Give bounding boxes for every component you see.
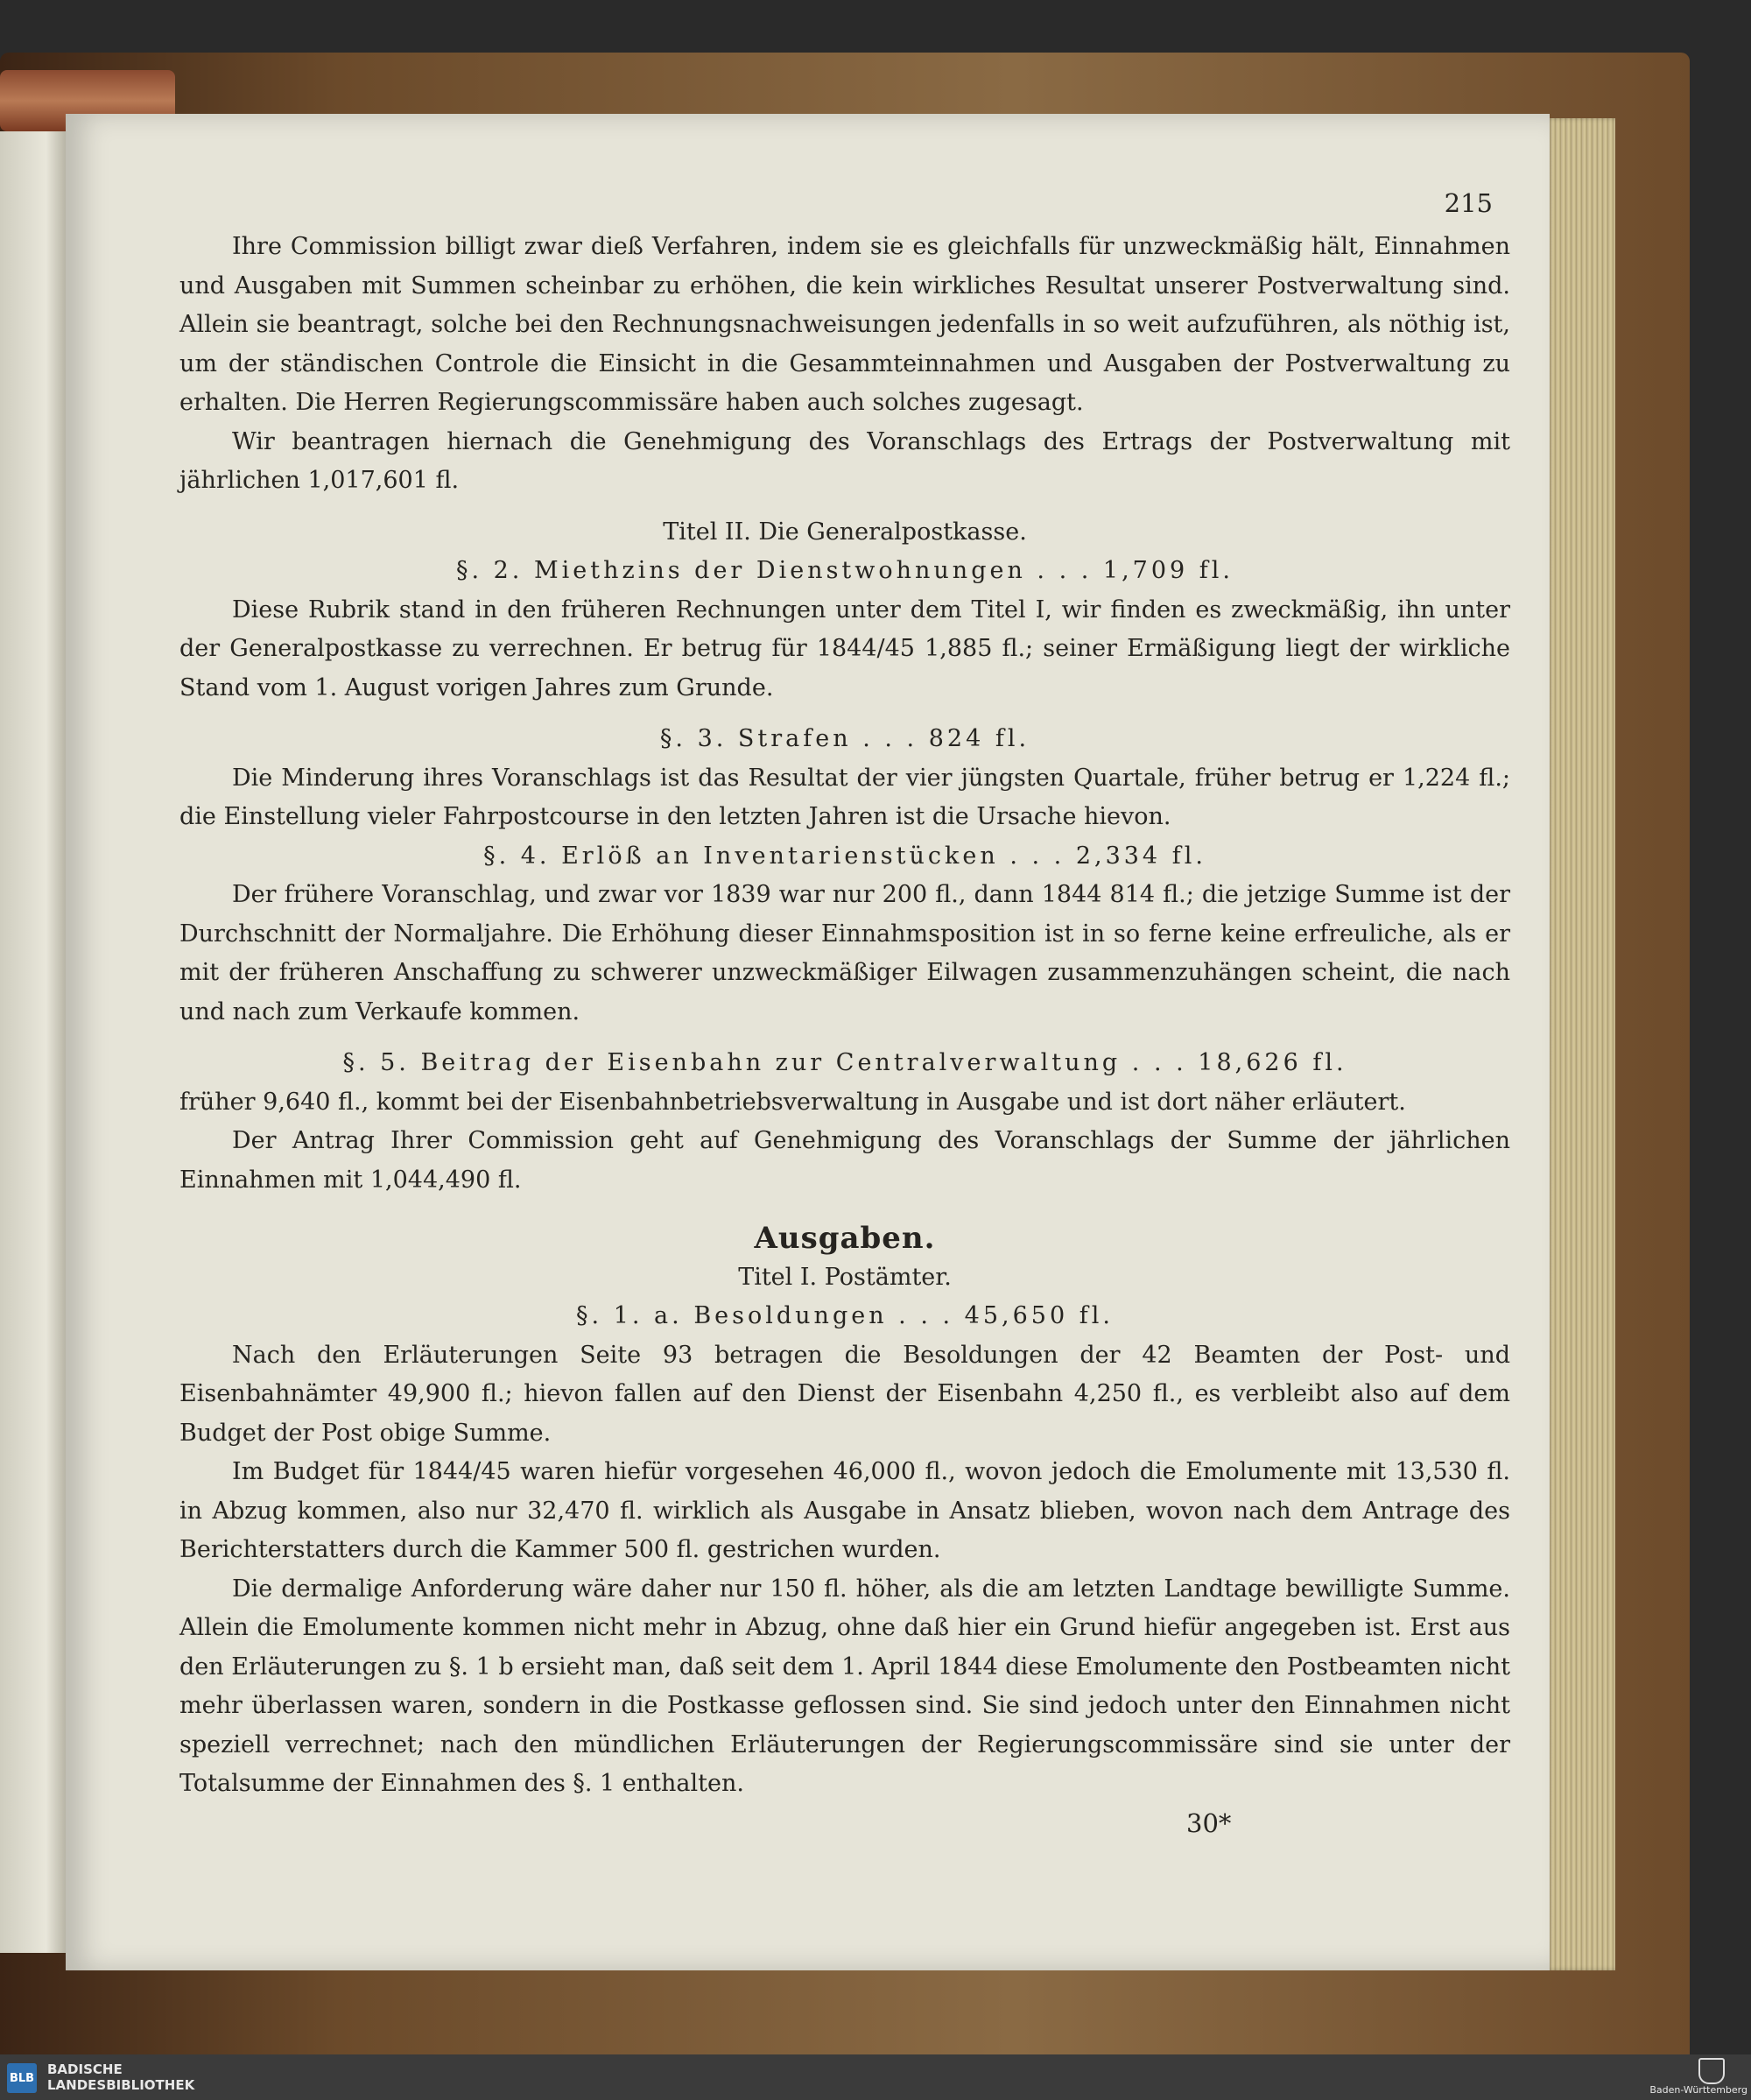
library-name-line1: BADISCHE	[47, 2061, 123, 2077]
signature-mark: 30*	[1186, 1808, 1232, 1838]
paragraph-antrag-einnahmen: Der Antrag Ihrer Commission geht auf Genehmigung des Voranschlags der Summe der jährlichen Einnahmen mit 1,044,490 fl.	[179, 1127, 1510, 1194]
section-heading-s1a: §. 1. a. Besoldungen . . . 45,650 fl.	[576, 1302, 1114, 1329]
left-page-edge	[0, 131, 66, 1953]
paragraph-antrag-ertrag: Wir beantragen hiernach die Genehmigung des Voranschlags des Ertrags der Postverwaltung mit jährlichen 1,017,601 fl.	[179, 427, 1510, 494]
paragraph-s3: Die Minderung ihres Voranschlags ist das Resultat der vier jüngsten Quartale, früher betrug er 1,224 fl.; die Einstellung vieler Fahrpostcourse in den letzten Jahren ist die Ursache hievon.	[179, 764, 1510, 830]
section-heading-s5: §. 5. Beitrag der Eisenbahn zur Centralverwaltung . . . 18,626 fl.	[342, 1049, 1347, 1076]
paragraph-s4: Der frühere Voranschlag, und zwar vor 1839 war nur 200 fl., dann 1844 814 fl.; die jetzige Summe ist der Durchschnitt der Normaljahre. Die Erhöhung dieser Einnahmsposition ist in so ferne keine erfreuliche, als er mit der früheren Anschaffung zu schwerer unzweckmäßiger Eilwagen zusammenzuhängen scheint, die nach und nach zum Verkaufe kommen.	[179, 881, 1510, 1025]
section-title-generalpostkasse: Titel II. Die Generalpostkasse.	[663, 518, 1027, 546]
paragraph-s1a-2: Im Budget für 1844/45 waren hiefür vorgesehen 46,000 fl., wovon jedoch die Emolumente mit 13,530 fl. in Abzug kommen, also nur 32,470 fl. wirklich als Ausgabe in Ansatz blieben, wovon nach dem Antrage des Berichterstatters durch die Kammer 500 fl. gestrichen wurden.	[179, 1458, 1510, 1563]
section-title-postaemter: Titel I. Postämter.	[738, 1263, 952, 1291]
blb-logo: BLB	[7, 2063, 37, 2093]
document-page	[66, 114, 1550, 1970]
page-number: 215	[1444, 188, 1493, 218]
library-name	[47, 2061, 194, 2093]
section-heading-s2: §. 2. Miethzins der Dienstwohnungen . . . 1,709 fl.	[455, 557, 1234, 584]
page-content	[179, 184, 1510, 1848]
library-name-line2: LANDESBIBLIOTHEK	[47, 2077, 195, 2093]
paragraph-commission: Ihre Commission billigt zwar dieß Verfahren, indem sie es gleichfalls für unzweckmäßig hält, Einnahmen und Ausgaben mit Summen scheinbar zu erhöhen, die kein wirkliches Resultat unserer Postverwaltung sind. Allein sie beantragt, solche bei den Rechnungsnachweisungen jedenfalls in so weit aufzuführen, als nöthig ist, um der ständischen Controle die Einsicht in die Gesammteinnahmen und Ausgaben der Postverwaltung zu erhalten. Die Herren Regierungscommissäre haben auch solches zugesagt.	[179, 233, 1510, 416]
paragraph-s5: früher 9,640 fl., kommt bei der Eisenbahnbetriebsverwaltung in Ausgabe und ist dort näher erläutert.	[179, 1088, 1406, 1116]
paragraph-s1a-1: Nach den Erläuterungen Seite 93 betragen die Besoldungen der 42 Beamten der Post- und Eisenbahnämter 49,900 fl.; hievon fallen auf den Dienst der Eisenbahn 4,250 fl., es verbleibt also auf dem Budget der Post obige Summe.	[179, 1341, 1510, 1447]
state-label: Baden-Württemberg	[1649, 2084, 1747, 2096]
library-footer-bar	[0, 2054, 1751, 2100]
paragraph-s2: Diese Rubrik stand in den früheren Rechnungen unter dem Titel I, wir finden es zweckmäßig, ihn unter der Generalpostkasse zu verrechnen. Er betrug für 1844/45 1,885 fl.; seiner Ermäßigung liegt der wirkliche Stand vom 1. August vorigen Jahres zum Grunde.	[179, 595, 1510, 701]
heading-ausgaben: Ausgaben.	[754, 1221, 936, 1256]
section-heading-s4: §. 4. Erlöß an Inventarienstücken . . . 2,334 fl.	[483, 842, 1206, 870]
page-stack-edge	[1545, 118, 1615, 1970]
coat-of-arms-icon	[1698, 2058, 1725, 2084]
section-heading-s3: §. 3. Strafen . . . 824 fl.	[659, 725, 1030, 752]
paragraph-s1a-3: Die dermalige Anforderung wäre daher nur 150 fl. höher, als die am letzten Landtage bewilligte Summe. Allein die Emolumente kommen nicht mehr in Abzug, ohne daß hier ein Grund hiefür angegeben ist. Erst aus den Erläuterungen zu §. 1 b ersieht man, daß seit dem 1. April 1844 diese Emolumente den Postbeamten nicht mehr überlassen waren, sondern in die Postkasse geflossen sind. Sie sind jedoch unter den Einnahmen nicht speziell verrechnet; nach den mündlichen Erläuterungen der Regierungscommissäre sind sie unter der Totalsumme der Einnahmen des §. 1 enthalten.	[179, 1575, 1510, 1797]
